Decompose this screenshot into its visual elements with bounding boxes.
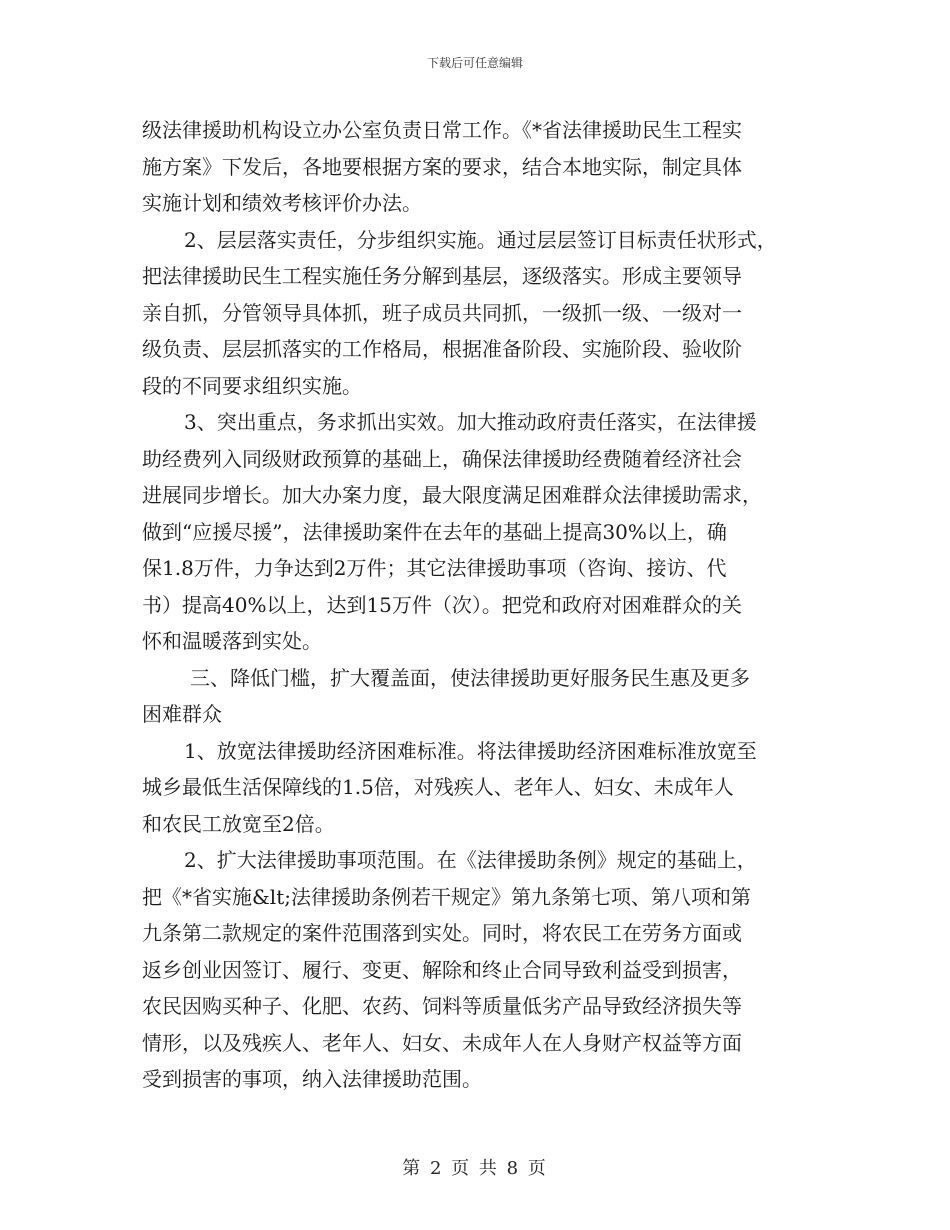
body-line: 怀和温暖落到实处。	[142, 629, 322, 653]
body-line: 施方案》下发后，各地要根据方案的要求，结合本地实际，制定具体	[142, 154, 742, 179]
body-line: 实施计划和绩效考核评价办法。	[142, 191, 422, 215]
body-line: 情形，以及残疾人、老年人、妇女、未成年人在人身财产权益等方面	[142, 1030, 742, 1055]
document-body	[142, 112, 822, 1098]
body-line: 返乡创业因签订、履行、变更、解除和终止合同导致利益受到损害，	[142, 957, 742, 982]
body-line: 九条第二款规定的案件范围落到实处。同时，将农民工在劳务方面或	[142, 921, 742, 945]
body-line: 亲自抓，分管领导具体抓，班子成员共同抓，一级抓一级、一级对一	[142, 300, 742, 325]
body-line: 2、扩大法律援助事项范围。在《法律援助条例》规定的基础上，	[184, 848, 757, 872]
body-line: 做到“应援尽援”，法律援助案件在去年的基础上提高30%以上，确	[142, 519, 727, 544]
body-line: 受到损害的事项，纳入法律援助范围。	[142, 1067, 482, 1091]
page-header: 下载后可任意编辑	[426, 56, 523, 70]
body-line: 段的不同要求组织实施。	[142, 373, 362, 398]
body-line: 把《*省实施&lt;法律援助条例若干规定》第九条第七项、第八项和第	[142, 884, 751, 909]
body-line: 3、突出重点，务求抓出实效。加大推动政府责任落实，在法律援	[184, 410, 757, 434]
section-heading-line: 困难群众	[142, 702, 222, 726]
body-line: 级法律援助机构设立办公室负责日常工作。《*省法律援助民生工程实	[142, 118, 742, 142]
body-line: 保1.8万件，力争达到2万件；其它法律援助事项（咨询、接访、代	[142, 556, 727, 580]
page-number: 第 2 页 共 8 页	[402, 1158, 548, 1179]
body-line: 农民因购买种子、化肥、农药、饲料等质量低劣产品导致经济损失等	[142, 994, 742, 1018]
body-line: 进展同步增长。加大办案力度，最大限度满足困难群众法律援助需求，	[142, 483, 762, 507]
body-line: 2、层层落实责任，分步组织实施。通过层层签订目标责任状形式，	[184, 227, 777, 252]
body-line: 书）提高40%以上，达到15万件（次）。把党和政府对困难群众的关	[142, 592, 742, 617]
body-line: 把法律援助民生工程实施任务分解到基层，逐级落实。形成主要领导	[142, 264, 742, 288]
body-line: 级负责、层层抓落实的工作格局，根据准备阶段、实施阶段、验收阶	[142, 337, 742, 361]
body-line: 和农民工放宽至2倍。	[142, 811, 335, 836]
body-line: 城乡最低生活保障线的1.5倍，对残疾人、老年人、妇女、未成年人	[142, 775, 734, 799]
body-line: 助经费列入同级财政预算的基础上，确保法律援助经费随着经济社会	[142, 446, 742, 471]
section-heading-line: 三、降低门槛，扩大覆盖面，使法律援助更好服务民生惠及更多	[190, 665, 750, 690]
body-line: 1、放宽法律援助经济困难标准。将法律援助经济困难标准放宽至	[184, 738, 757, 763]
